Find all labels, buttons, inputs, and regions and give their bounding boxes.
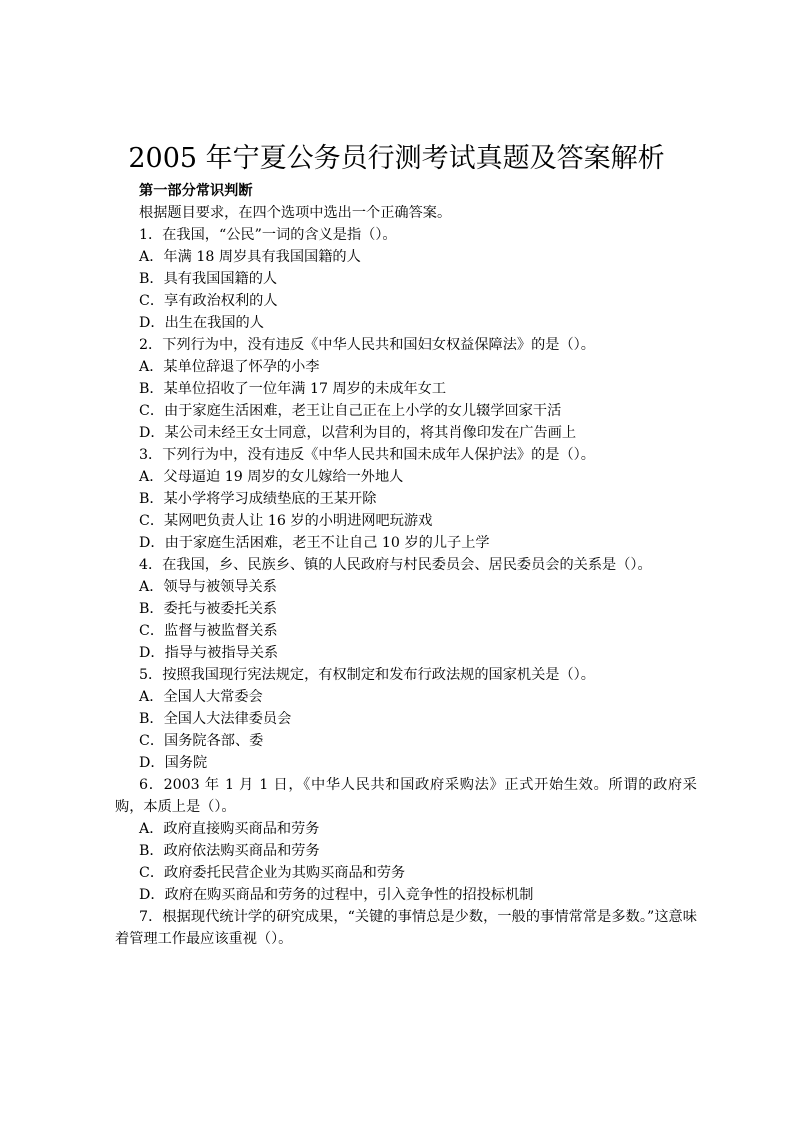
question-1-option-d: D．出生在我国的人	[139, 315, 264, 331]
question-5-option-b: B．全国人大法律委员会	[139, 711, 292, 727]
section-heading: 第一部分常识判断	[139, 183, 253, 199]
question-5-option-a: A．全国人大常委会	[139, 689, 263, 705]
question-stem-2: 2．下列行为中，没有违反《中华人民共和国妇女权益保障法》的是（）。	[139, 337, 595, 353]
question-4-option-b: B．委托与被委托关系	[139, 601, 278, 617]
question-1-option-b: B．具有我国国籍的人	[139, 271, 278, 287]
question-2-option-b: B．某单位招收了一位年满 17 周岁的未成年女工	[139, 381, 447, 397]
question-1-option-c: C．享有政治权利的人	[139, 293, 278, 309]
question-6-option-b: B．政府依法购买商品和劳务	[139, 843, 320, 859]
question-3-option-b: B．某小学将学习成绩垫底的王某开除	[139, 491, 377, 507]
question-stem-7: 7．根据现代统计学的研究成果，“关键的事情总是少数，一般的事情常常是多数。”这意味着管理工作最应该重视（）。	[115, 909, 697, 947]
document-body	[115, 202, 697, 950]
question-3-option-d: D．由于家庭生活困难，老王不让自己 10 岁的儿子上学	[139, 535, 490, 551]
question-2-option-c: C．由于家庭生活困难，老王让自己正在上小学的女儿辍学回家干活	[139, 403, 562, 419]
question-4-option-d: D．指导与被指导关系	[139, 645, 279, 661]
question-stem-5: 5．按照我国现行宪法规定，有权制定和发布行政法规的国家机关是（）。	[139, 667, 595, 683]
question-stem-4: 4．在我国，乡、民族乡、镇的人民政府与村民委员会、居民委员会的关系是（）。	[139, 557, 652, 573]
question-stem-6: 6．2003 年 1 月 1 日，《中华人民共和国政府采购法》正式开始生效。所谓的政府采购，本质上是（）。	[115, 777, 697, 815]
question-5-option-d: D．国务院	[139, 755, 208, 771]
question-2-option-a: A．某单位辞退了怀孕的小李	[139, 359, 320, 375]
question-6-option-a: A．政府直接购买商品和劳务	[139, 821, 320, 837]
page-title: 2005 年宁夏公务员行测考试真题及答案解析	[128, 143, 665, 174]
question-stem-1: 1．在我国，“公民”一词的含义是指（）。	[139, 227, 397, 243]
question-3-option-c: C．某网吧负责人让 16 岁的小明进网吧玩游戏	[139, 513, 433, 529]
question-4-option-c: C．监督与被监督关系	[139, 623, 278, 639]
question-stem-3: 3．下列行为中，没有违反《中华人民共和国未成年人保护法》的是（）。	[139, 447, 595, 463]
question-1-option-a: A．年满 18 周岁具有我国国籍的人	[139, 249, 361, 265]
question-5-option-c: C．国务院各部、委	[139, 733, 264, 749]
question-6-option-c: C．政府委托民营企业为其购买商品和劳务	[139, 865, 406, 881]
question-4-option-a: A．领导与被领导关系	[139, 579, 277, 595]
question-3-option-a: A．父母逼迫 19 周岁的女儿嫁给一外地人	[139, 469, 404, 485]
instruction-text: 根据题目要求，在四个选项中选出一个正确答案。	[139, 205, 452, 221]
question-6-option-d: D．政府在购买商品和劳务的过程中，引入竞争性的招投标机制	[139, 887, 534, 903]
question-2-option-d: D．某公司未经王女士同意，以营利为目的，将其肖像印发在广告画上	[139, 425, 577, 441]
